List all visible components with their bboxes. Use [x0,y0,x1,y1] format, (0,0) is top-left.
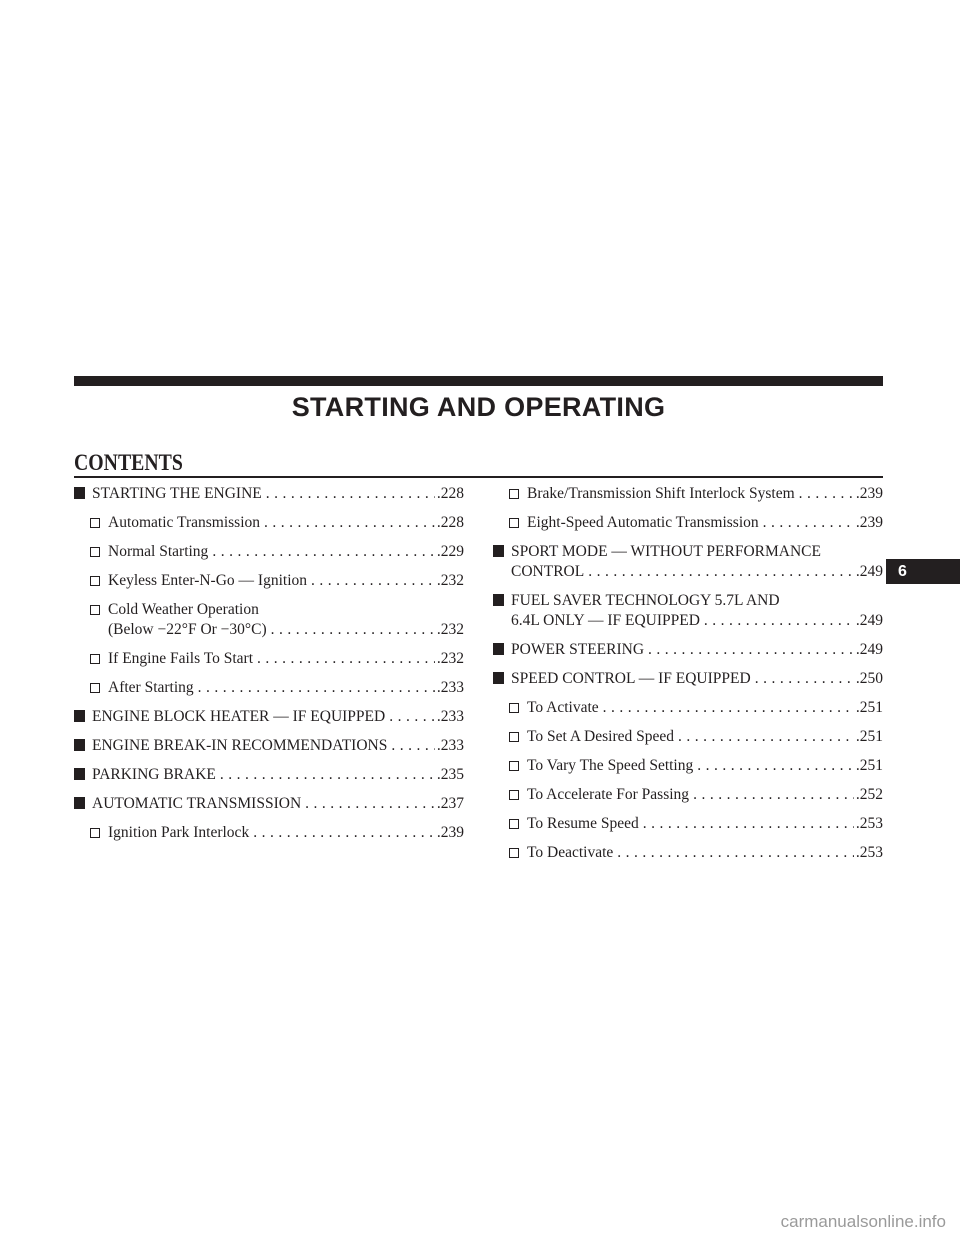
dot-leader [391,736,435,756]
hollow-square-bullet-icon [509,703,519,713]
contents-divider [74,476,883,478]
hollow-square-bullet-icon [90,547,100,557]
toc-page-number: .233 [436,708,464,725]
dot-leader [220,765,435,785]
toc-entry-label: 6.4L ONLY — IF EQUIPPED [511,612,700,629]
toc-page-number: .253 [855,815,883,832]
toc-entry[interactable] [74,794,464,814]
contents-heading: CONTENTS [74,450,183,475]
toc-entry[interactable] [74,823,464,843]
toc-entry-label: Normal Starting [108,543,209,560]
toc-entry[interactable] [74,513,464,533]
toc-entry[interactable] [493,542,883,582]
toc-entry[interactable] [74,571,464,591]
hollow-square-bullet-icon [90,654,100,664]
toc-entry[interactable] [493,814,883,834]
toc-page-number: .228 [436,514,464,531]
toc-entry-label: FUEL SAVER TECHNOLOGY 5.7L AND [511,592,780,609]
dot-leader [697,756,854,776]
toc-entry[interactable] [74,484,464,504]
dot-leader [389,707,435,727]
dot-leader [271,620,435,640]
dot-leader [617,843,854,863]
square-bullet-icon [493,594,504,606]
toc-entry-label: Brake/Transmission Shift Interlock System [527,485,795,502]
toc-entry-label: Keyless Enter-N-Go — Ignition [108,572,307,589]
dot-leader [253,823,435,843]
toc-entry[interactable] [74,678,464,698]
toc-entry-label: To Activate [527,699,599,716]
toc-page-number: .239 [855,485,883,502]
toc-entry[interactable] [493,640,883,660]
square-bullet-icon [74,739,85,751]
hollow-square-bullet-icon [90,576,100,586]
toc-entry-label: After Starting [108,679,194,696]
toc-entry[interactable] [74,649,464,669]
chapter-tab[interactable] [886,559,960,584]
toc-entry[interactable] [493,591,883,631]
toc-entry[interactable] [493,785,883,805]
dot-leader [266,484,435,504]
hollow-square-bullet-icon [90,518,100,528]
chapter-tab-number: 6 [898,562,907,580]
square-bullet-icon [493,672,504,684]
toc-entry-label: Ignition Park Interlock [108,824,250,841]
toc-entry-label: SPEED CONTROL — IF EQUIPPED [511,670,751,687]
toc-entry[interactable] [493,484,883,504]
toc-entry-label: ENGINE BREAK-IN RECOMMENDATIONS [92,737,388,754]
dot-leader [212,542,435,562]
toc-page-number: .235 [436,766,464,783]
toc-entry[interactable] [493,513,883,533]
hollow-square-bullet-icon [509,761,519,771]
toc-page-number: .249 [855,563,883,580]
chapter-rule-bar [74,376,883,386]
toc-page-number: .233 [436,679,464,696]
toc-entry[interactable] [493,756,883,776]
dot-leader [648,640,854,660]
square-bullet-icon [74,710,85,722]
toc-left-column [74,484,464,843]
hollow-square-bullet-icon [509,848,519,858]
hollow-square-bullet-icon [509,790,519,800]
toc-entry-label: To Set A Desired Speed [527,728,675,745]
square-bullet-icon [493,643,504,655]
toc-entry-label: To Resume Speed [527,815,639,832]
square-bullet-icon [493,545,504,557]
toc-page-number: .251 [855,728,883,745]
toc-page-number: .229 [436,543,464,560]
square-bullet-icon [74,797,85,809]
toc-entry-label: POWER STEERING [511,641,645,658]
toc-entry-label: PARKING BRAKE [92,766,216,783]
dot-leader [763,513,854,533]
toc-entry[interactable] [74,736,464,756]
toc-page-number: .250 [855,670,883,687]
dot-leader [799,484,854,504]
toc-page-number: .232 [436,572,464,589]
dot-leader [693,785,854,805]
toc-entry-label: If Engine Fails To Start [108,650,254,667]
toc-entry-label: To Vary The Speed Setting [527,757,694,774]
toc-page-number: .232 [436,650,464,667]
toc-entry-label: (Below −22°F Or −30°C) [108,621,267,638]
toc-entry-label: STARTING THE ENGINE [92,485,262,502]
hollow-square-bullet-icon [509,489,519,499]
chapter-title: STARTING AND OPERATING [291,392,666,422]
square-bullet-icon [74,768,85,780]
dot-leader [755,669,854,689]
toc-page-number: .239 [436,824,464,841]
toc-entry-label: ENGINE BLOCK HEATER — IF EQUIPPED [92,708,386,725]
hollow-square-bullet-icon [90,683,100,693]
toc-entry-label: CONTROL [511,563,585,580]
site-watermark: carmanualsonline.info [780,1212,946,1231]
dot-leader [588,562,854,582]
toc-page-number: .252 [855,786,883,803]
toc-entry[interactable] [74,765,464,785]
toc-entry-label: To Deactivate [527,844,614,861]
toc-entry[interactable] [493,698,883,718]
toc-entry[interactable] [74,600,464,640]
toc-page-number: .251 [855,699,883,716]
toc-page-number: .253 [855,844,883,861]
dot-leader [704,611,854,631]
hollow-square-bullet-icon [90,828,100,838]
hollow-square-bullet-icon [509,819,519,829]
toc-page-number: .237 [436,795,464,812]
toc-entry[interactable] [493,727,883,747]
toc-entry-label: Cold Weather Operation [108,601,259,618]
toc-entry[interactable] [74,542,464,562]
toc-page-number: .232 [436,621,464,638]
dot-leader [198,678,435,698]
toc-entry[interactable] [74,707,464,727]
dot-leader [305,794,435,814]
toc-entry[interactable] [493,843,883,863]
dot-leader [603,698,854,718]
toc-right-column [493,484,883,863]
toc-entry[interactable] [493,669,883,689]
toc-page-number: .249 [855,641,883,658]
hollow-square-bullet-icon [90,605,100,615]
dot-leader [678,727,854,747]
toc-entry-label: To Accelerate For Passing [527,786,690,803]
hollow-square-bullet-icon [509,518,519,528]
toc-page-number: .251 [855,757,883,774]
toc-page-number: .233 [436,737,464,754]
toc-page-number: .228 [436,485,464,502]
toc-entry-label: SPORT MODE — WITHOUT PERFORMANCE [511,543,821,560]
hollow-square-bullet-icon [509,732,519,742]
dot-leader [257,649,435,669]
toc-entry-label: Automatic Transmission [108,514,261,531]
dot-leader [643,814,854,834]
toc-page-number: .249 [855,612,883,629]
toc-page-number: .239 [855,514,883,531]
square-bullet-icon [74,487,85,499]
toc-entry-label: Eight-Speed Automatic Transmission [527,514,759,531]
dot-leader [264,513,435,533]
dot-leader [311,571,435,591]
toc-entry-label: AUTOMATIC TRANSMISSION [92,795,302,812]
